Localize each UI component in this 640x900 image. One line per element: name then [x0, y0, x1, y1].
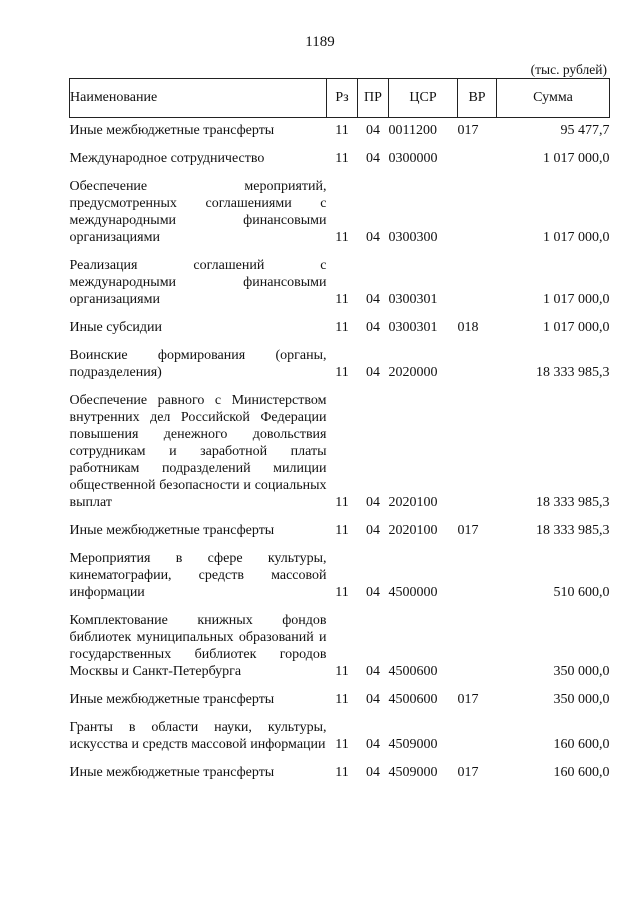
row-sum: 18 333 985,3: [536, 523, 610, 538]
row-name: Комплектование книжных фондов библиотек муниципальных образований и государственных библиотек городов Москвы и Санкт-Петербурга: [69, 613, 327, 679]
row-rz: 11: [335, 151, 349, 166]
row-pr: 04: [366, 664, 380, 679]
row-vr: [458, 170, 497, 249]
row-pr: 04: [366, 230, 380, 245]
row-rz: 11: [335, 123, 349, 138]
row-csr: 2020100: [388, 523, 438, 538]
table-row: [70, 756, 610, 784]
row-vr: [458, 142, 497, 170]
row-name: Обеспечение мероприятий, предусмотренных соглашениями с международными финансовыми организациями: [69, 179, 327, 245]
header-vr: ВР: [458, 79, 497, 118]
row-name: Иные межбюджетные трансферты: [69, 692, 275, 707]
table-row: [70, 542, 610, 604]
row-sum: 1 017 000,0: [543, 320, 610, 335]
row-vr: [458, 542, 497, 604]
row-pr: 04: [366, 737, 380, 752]
table-row: [70, 683, 610, 711]
row-rz: 11: [335, 365, 349, 380]
row-csr: 4500600: [388, 664, 438, 679]
row-sum: 160 600,0: [553, 765, 610, 780]
row-pr: 04: [366, 765, 380, 780]
row-sum: 510 600,0: [553, 585, 610, 600]
table-row: [70, 142, 610, 170]
row-name: Иные межбюджетные трансферты: [69, 523, 275, 538]
row-vr: [458, 339, 497, 384]
row-rz: 11: [335, 765, 349, 780]
row-pr: 04: [366, 151, 380, 166]
row-csr: 0300301: [388, 292, 438, 307]
header-sum: Сумма: [497, 79, 610, 118]
table-row: [70, 384, 610, 514]
row-sum: 350 000,0: [553, 664, 610, 679]
row-sum: 18 333 985,3: [536, 495, 610, 510]
row-sum: 18 333 985,3: [536, 365, 610, 380]
page-number: 1189: [305, 34, 335, 50]
row-csr: 0300301: [388, 320, 438, 335]
row-name: Международное сотрудничество: [69, 151, 265, 166]
row-rz: 11: [335, 230, 349, 245]
row-name: Воинские формирования (органы, подразделения): [69, 348, 327, 380]
row-pr: 04: [366, 523, 380, 538]
row-sum: 95 477,7: [560, 123, 610, 138]
row-pr: 04: [366, 495, 380, 510]
row-sum: 1 017 000,0: [543, 151, 610, 166]
row-name: Реализация соглашений с международными финансовыми организациями: [69, 258, 327, 307]
row-pr: 04: [366, 320, 380, 335]
row-csr: 2020100: [388, 495, 438, 510]
row-csr: 0300000: [388, 151, 438, 166]
header-name: Наименование: [70, 79, 327, 118]
row-sum: 1 017 000,0: [543, 230, 610, 245]
row-rz: 11: [335, 585, 349, 600]
row-name: Иные субсидии: [69, 320, 163, 335]
row-name: Мероприятия в сфере культуры, кинематографии, средств массовой информации: [69, 551, 327, 600]
row-rz: 11: [335, 495, 349, 510]
header-pr: ПР: [358, 79, 389, 118]
table-row: [70, 249, 610, 311]
row-vr: [458, 384, 497, 514]
row-csr: 0300300: [388, 230, 438, 245]
table-row: [70, 170, 610, 249]
row-vr: [458, 249, 497, 311]
row-sum: 1 017 000,0: [543, 292, 610, 307]
row-csr: 4500000: [388, 585, 438, 600]
table-row: [70, 604, 610, 683]
row-name: Гранты в области науки, культуры, искусства и средств массовой информации: [69, 720, 327, 752]
budget-table: [69, 78, 610, 784]
row-pr: 04: [366, 123, 380, 138]
row-rz: 11: [335, 664, 349, 679]
row-vr: 017: [457, 123, 479, 138]
row-rz: 11: [335, 523, 349, 538]
row-csr: 2020000: [388, 365, 438, 380]
row-pr: 04: [366, 692, 380, 707]
row-vr: 017: [457, 692, 479, 707]
row-rz: 11: [335, 737, 349, 752]
row-csr: 4509000: [388, 737, 438, 752]
row-rz: 11: [335, 320, 349, 335]
row-vr: 017: [457, 765, 479, 780]
row-rz: 11: [335, 292, 349, 307]
row-vr: [458, 604, 497, 683]
header-rz: Рз: [327, 79, 358, 118]
header-csr: ЦСР: [389, 79, 458, 118]
row-pr: 04: [366, 292, 380, 307]
row-pr: 04: [366, 585, 380, 600]
row-pr: 04: [366, 365, 380, 380]
row-csr: 4500600: [388, 692, 438, 707]
row-sum: 350 000,0: [553, 692, 610, 707]
table-row: [70, 711, 610, 756]
table-row: [70, 339, 610, 384]
row-name: Иные межбюджетные трансферты: [69, 765, 275, 780]
row-csr: 0011200: [388, 123, 437, 138]
row-name: Обеспечение равного с Министерством внутренних дел Российской Федерации повышения денежного довольствия сотрудникам и заработной платы работникам подразделений милиции общественной безопасности и социальных выплат: [69, 393, 327, 510]
table-header-row: [70, 79, 610, 118]
table-row: [70, 118, 610, 143]
row-vr: 018: [457, 320, 479, 335]
row-rz: 11: [335, 692, 349, 707]
row-csr: 4509000: [388, 765, 438, 780]
table-body: [70, 118, 610, 785]
table-row: [70, 514, 610, 542]
units-label: (тыс. рублей): [530, 62, 607, 77]
row-sum: 160 600,0: [553, 737, 610, 752]
row-name: Иные межбюджетные трансферты: [69, 123, 275, 138]
row-vr: 017: [457, 523, 479, 538]
table-row: [70, 311, 610, 339]
row-vr: [458, 711, 497, 756]
